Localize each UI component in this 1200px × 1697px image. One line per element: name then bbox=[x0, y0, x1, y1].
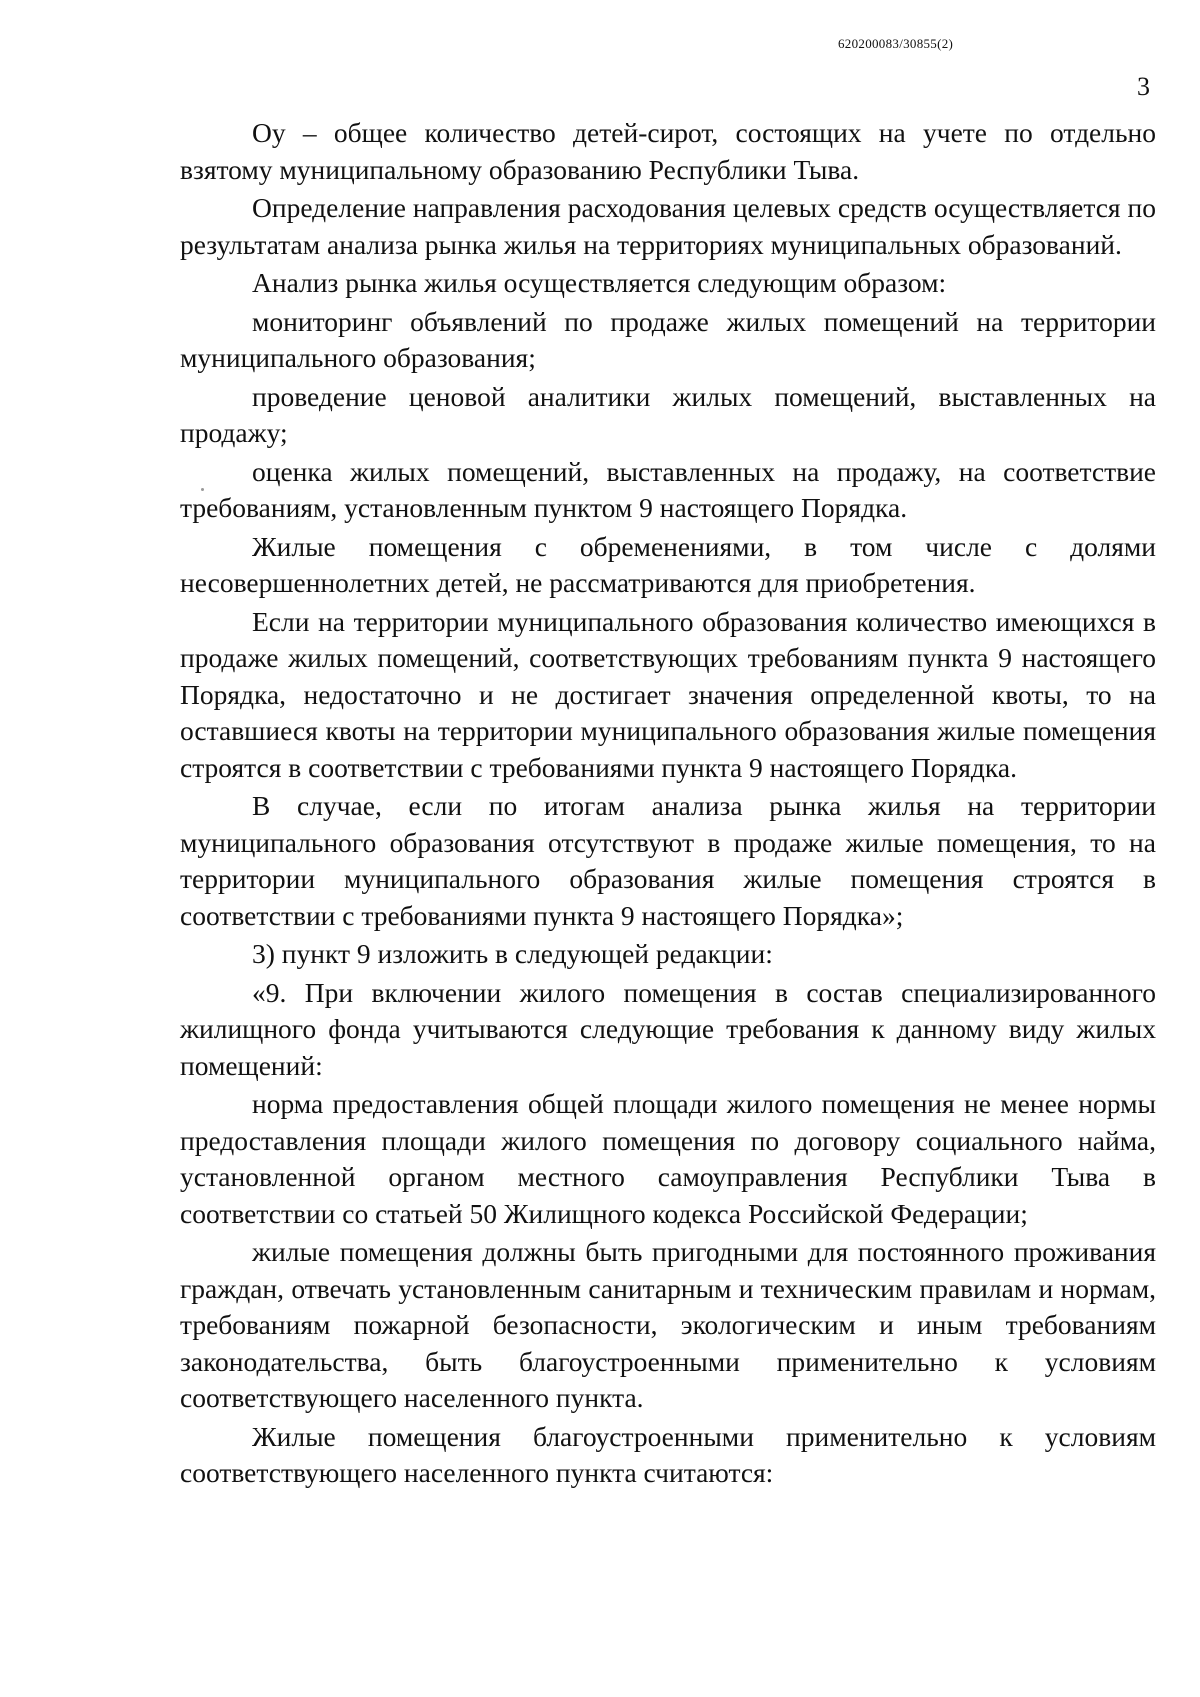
paragraph: Анализ рынка жилья осуществляется следующим образом: bbox=[252, 267, 947, 298]
paragraph: мониторинг объявлений по продаже жилых помещений на территории муниципального образования; bbox=[180, 305, 1156, 373]
paragraph: Жилые помещения благоустроенными применительно к условиям соответствующего населенного пункта считаются: bbox=[180, 1420, 1156, 1488]
paragraph: В случае, если по итогам анализа рынка жилья на территории муниципального образования отсутствуют в продаже жилые помещения, то на территории муниципального образования жилые помещения строятся в соответствии с требованиями пункта 9 настоящего Порядка»; bbox=[180, 790, 1156, 931]
document-id: 620200083/30855(2) bbox=[838, 36, 954, 51]
paragraph: Оу – общее количество детей-сирот, состоящих на учете по отдельно взятому муниципальному образованию Республики Тыва. bbox=[180, 117, 1156, 185]
paragraph: норма предоставления общей площади жилого помещения не менее нормы предоставления площади жилого помещения по договору социального найма, установленной органом местного самоуправления Республики Тыва в соответствии со статьей 50 Жилищного кодекса Российской Федерации; bbox=[180, 1088, 1156, 1229]
paragraph: «9. При включении жилого помещения в состав специализированного жилищного фонда учитываются следующие требования к данному виду жилых помещений: bbox=[180, 976, 1156, 1081]
paragraph: жилые помещения должны быть пригодными для постоянного проживания граждан, отвечать установленным санитарным и техническим правилам и нормам, требованиям пожарной безопасности, экологическим и иным требованиям законодательства, быть благоустроенными применительно к условиям соответствующего населенного пункта. bbox=[180, 1236, 1156, 1413]
paragraph: Жилые помещения с обременениями, в том числе с долями несовершеннолетних детей, не рассматриваются для приобретения. bbox=[180, 530, 1156, 598]
paragraph: Если на территории муниципального образования количество имеющихся в продаже жилых помещений, соответствующих требованиям пункта 9 настоящего Порядка, недостаточно и не достигает значения определенной квоты, то на оставшиеся квоты на территории муниципального образования жилые помещения строятся в соответствии с требованиями пункта 9 настоящего Порядка. bbox=[180, 605, 1156, 783]
paragraph: 3) пункт 9 изложить в следующей редакции: bbox=[252, 938, 773, 969]
paragraph: проведение ценовой аналитики жилых помещений, выставленных на продажу; bbox=[180, 380, 1156, 448]
paragraph: оценка жилых помещений, выставленных на продажу, на соответствие требованиям, установленным пунктом 9 настоящего Порядка. bbox=[180, 455, 1156, 523]
document-body bbox=[180, 115, 1156, 1494]
page-number: 3 bbox=[1137, 72, 1150, 101]
paragraph: Определение направления расходования целевых средств осуществляется по результатам анализа рынка жилья на территориях муниципальных образований. bbox=[180, 192, 1156, 260]
